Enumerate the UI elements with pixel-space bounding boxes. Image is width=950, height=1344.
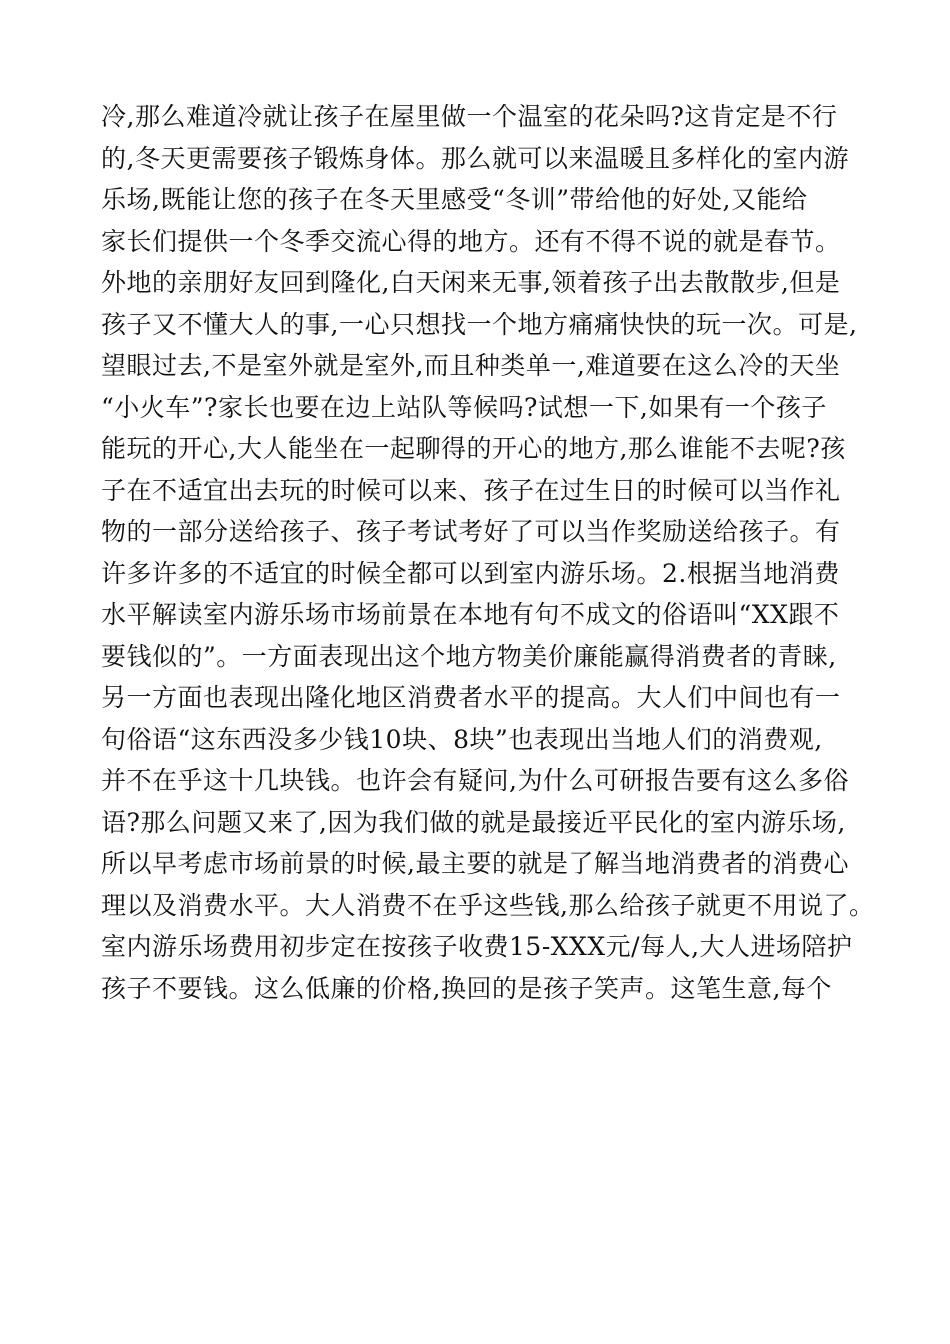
text-line: 物的一部分送给孩子、孩子考试考好了可以当作奖励送给孩子。有 — [101, 517, 841, 546]
text-line: 室内游乐场费用初步定在按孩子收费15-XXX元/每人,大人进场陪护 — [101, 932, 853, 961]
text-line: 另一方面也表现出隆化地区消费者水平的提高。大人们中间也有一 — [101, 683, 841, 712]
text-line: 水平解读室内游乐场市场前景在本地有句不成文的俗语叫“XX跟不 — [101, 600, 840, 629]
text-line: 所以早考虑市场前景的时候,最主要的就是了解当地消费者的消费心 — [101, 849, 849, 878]
text-line: 句俗语“这东西没多少钱10块、8块”也表现出当地人们的消费观, — [101, 724, 823, 754]
text-line: 孩子不要钱。这么低廉的价格,换回的是孩子笑声。这笔生意,每个 — [101, 973, 832, 1003]
text-line: 孩子又不懂大人的事,一心只想找一个地方痛痛快快的玩一次。可是, — [101, 309, 858, 339]
text-line: 家长们提供一个冬季交流心得的地方。还有不得不说的就是春节。 — [101, 226, 841, 256]
text-line: 子在不适宜出去玩的时候可以来、孩子在过生日的时候可以当作礼 — [101, 475, 841, 505]
text-line: 并不在乎这十几块钱。也许会有疑问,为什么可研报告要有这么多俗 — [101, 766, 849, 795]
text-line: 冷,那么难道冷就让孩子在屋里做一个温室的花朵吗?这肯定是不行 — [101, 102, 838, 131]
text-line: 能玩的开心,大人能坐在一起聊得的开心的地方,那么谁能不去呢?孩 — [101, 434, 846, 463]
text-line: 乐场,既能让您的孩子在冬天里感受“冬训”带给他的好处,又能给 — [101, 185, 808, 214]
text-line: 理以及消费水平。大人消费不在乎这些钱,那么给孩子就更不用说了。 — [101, 890, 875, 920]
text-line: 语?那么问题又来了,因为我们做的就是最接近平民化的室内游乐场, — [101, 807, 846, 837]
text-line: 望眼过去,不是室外就是室外,而且种类单一,难道要在这么冷的天坐 — [101, 351, 841, 380]
body-text — [101, 96, 891, 1009]
text-line: “小火车”?家长也要在边上站队等候吗?试想一下,如果有一个孩子 — [101, 392, 827, 422]
text-line: 要钱似的”。一方面表现出这个地方物美价廉能赢得消费者的青睐, — [101, 641, 837, 671]
text-line: 外地的亲朋好友回到隆化,白天闲来无事,领着孩子出去散散步,但是 — [101, 268, 841, 297]
text-line: 许多许多的不适宜的时候全都可以到室内游乐场。2.根据当地消费 — [101, 558, 840, 588]
text-line: 的,冬天更需要孩子锻炼身体。那么就可以来温暖且多样化的室内游 — [101, 143, 849, 173]
